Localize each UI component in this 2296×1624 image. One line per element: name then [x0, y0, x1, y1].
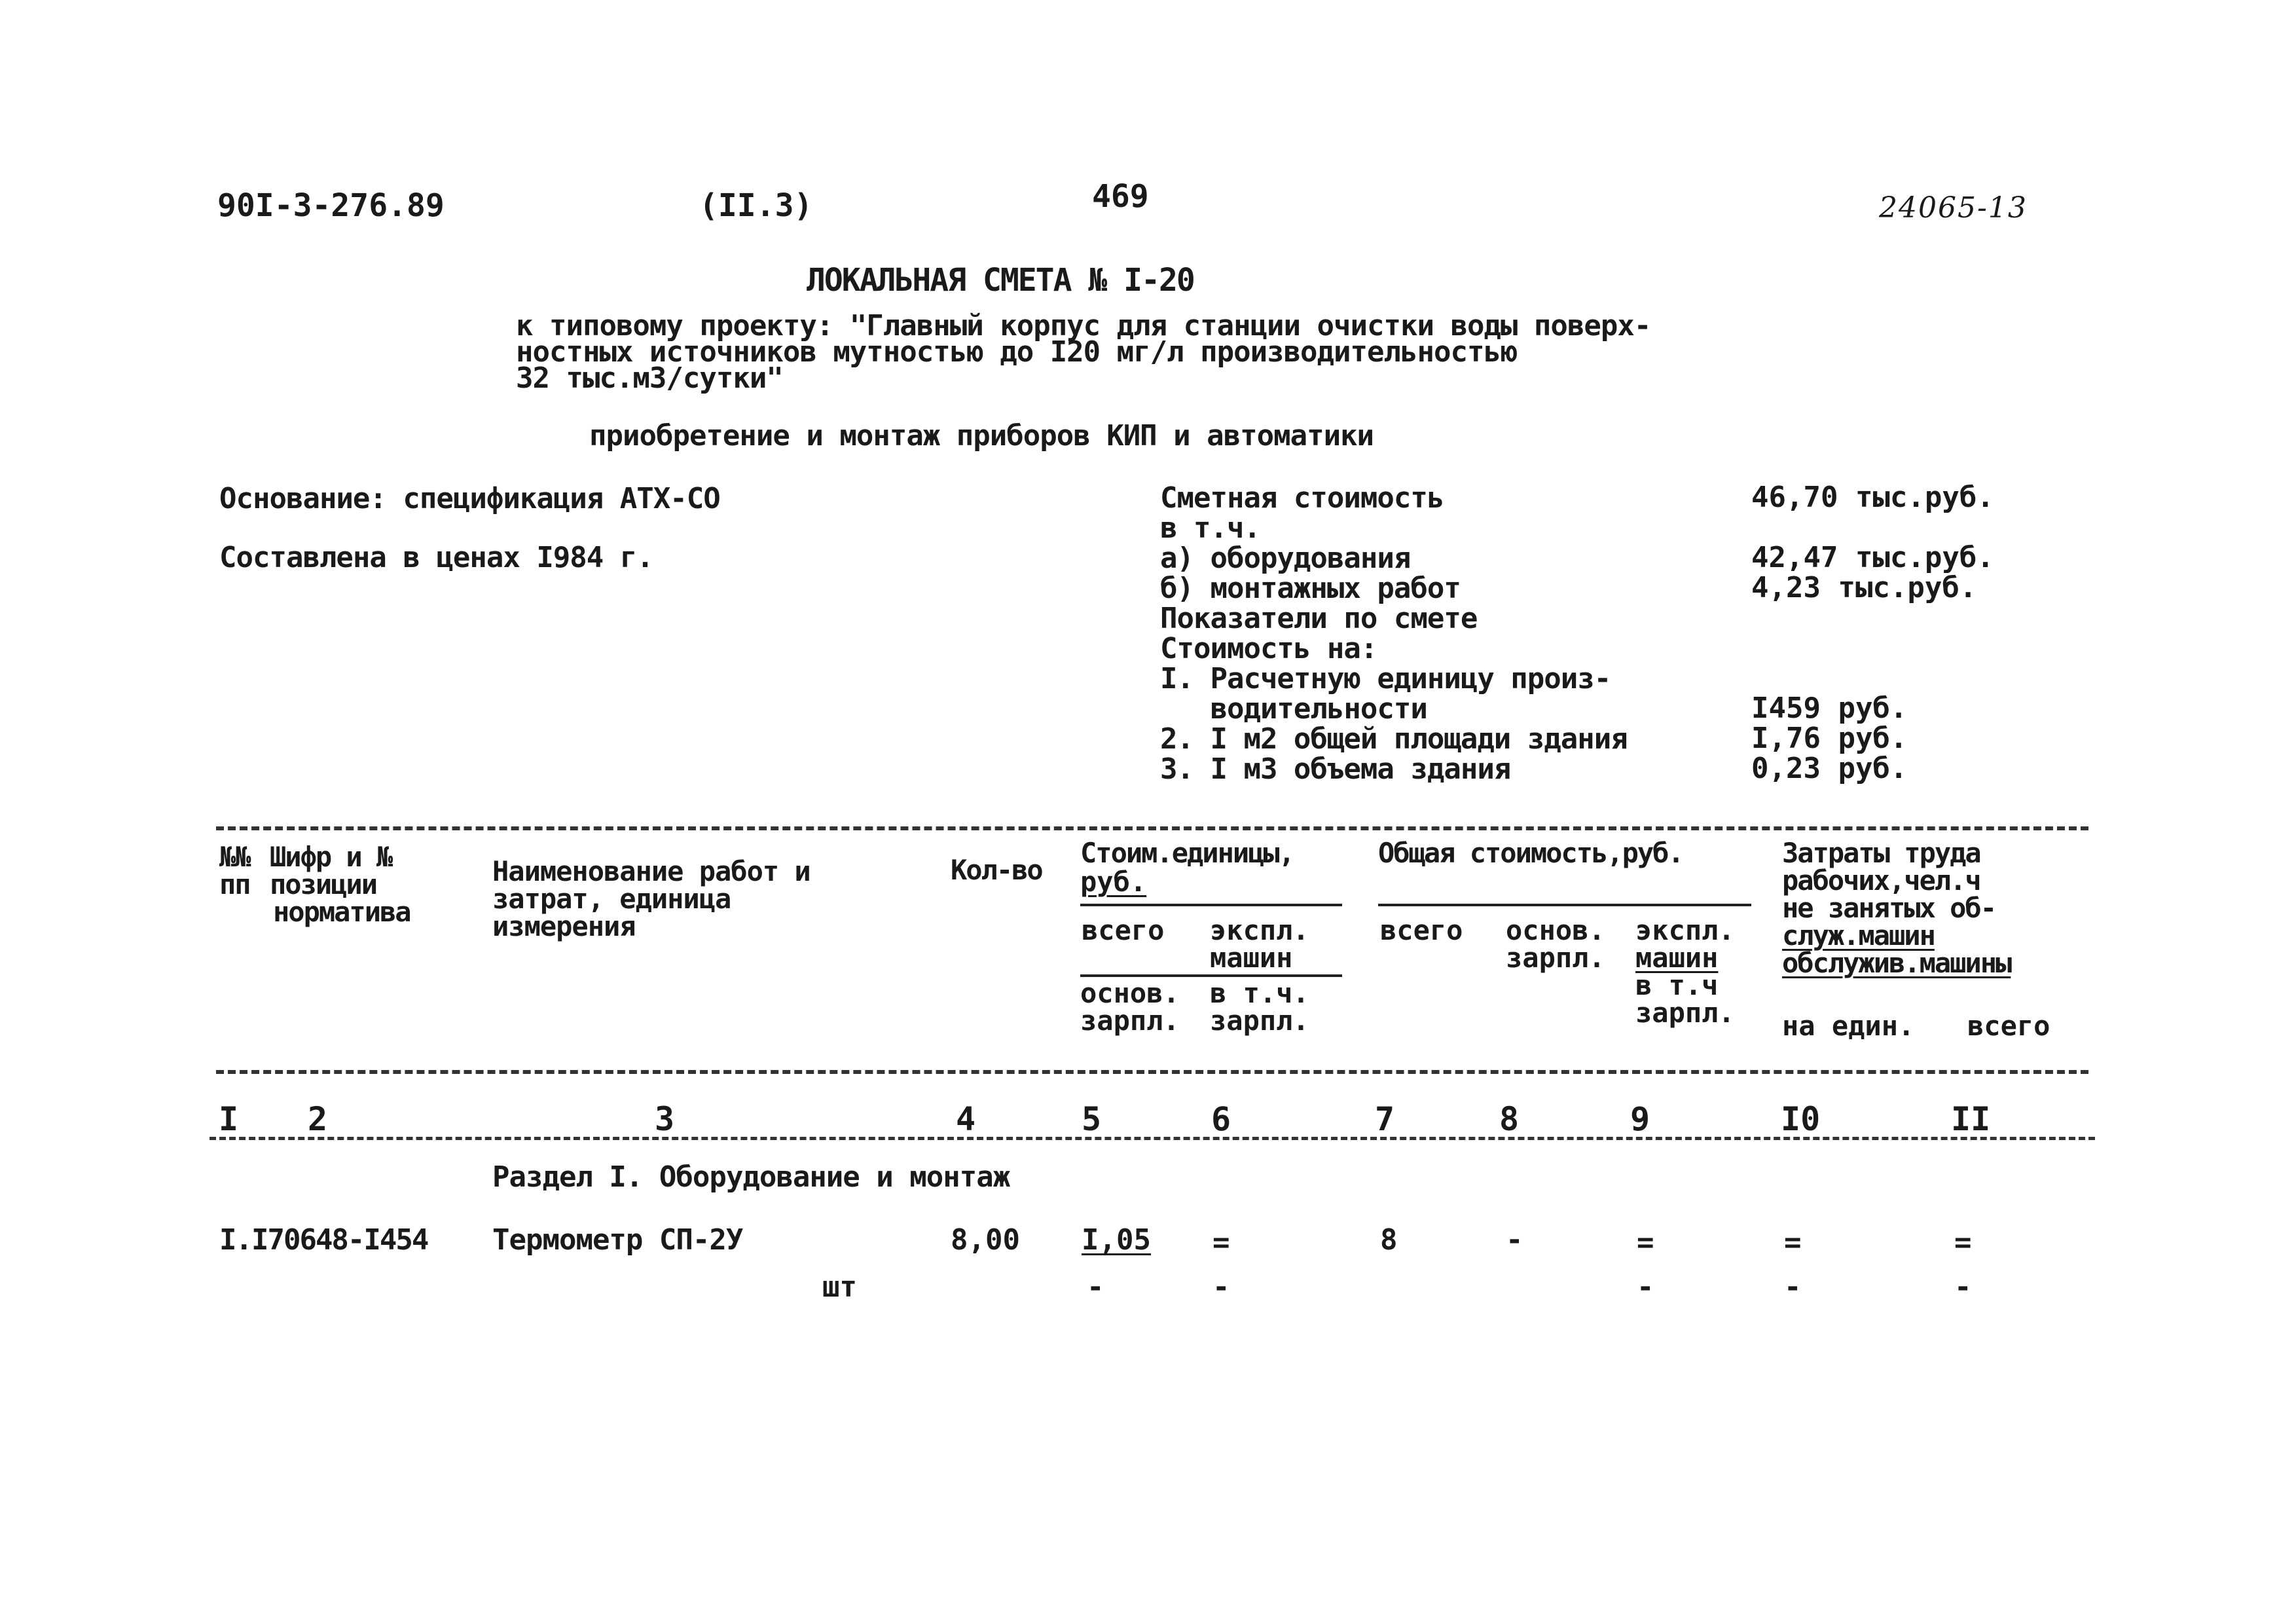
header-unit-cost-currency: руб. [1080, 866, 1147, 898]
row-labor-per-unit: = [1784, 1226, 1802, 1259]
header-text: машин [1635, 942, 1719, 974]
summary-label: 2. I м2 общей площади здания [1160, 722, 1628, 756]
summary-label: б) монтажных работ [1160, 572, 1461, 605]
header-text: не занятых об- [1782, 892, 1996, 924]
header-labor-per-unit: на един. [1782, 1010, 1915, 1042]
row-unit-exploitation: = [1212, 1226, 1230, 1259]
cost-per-unit-value: I459 руб. [1751, 692, 1908, 725]
column-number: 9 [1630, 1100, 1650, 1138]
header-text: зарпл. [1635, 997, 1735, 1029]
row-item-name: Термометр СП-2У [492, 1223, 743, 1257]
column-numbers-row [210, 1100, 2095, 1139]
row-total-exploitation: = [1637, 1226, 1654, 1259]
header-total-total: всего [1380, 914, 1463, 946]
header-text: зарпл. [1210, 1005, 1309, 1037]
header-labor-total: всего [1967, 1010, 2050, 1042]
column-numbers-underline [210, 1137, 2095, 1140]
row-unit-base-salary: - [1087, 1270, 1104, 1304]
handwritten-number: 24065-13 [1879, 191, 2028, 225]
header-text: служ.машин [1782, 919, 1935, 951]
column-number: II [1951, 1100, 1991, 1138]
row-labor-total: = [1954, 1226, 1972, 1259]
header-position-code [270, 843, 410, 926]
header-text: в т.ч. [1210, 977, 1309, 1009]
summary-label: а) оборудования [1160, 542, 1411, 575]
header-text: экспл. [1635, 914, 1735, 946]
basis-text: Основание: спецификация АТХ-СО [219, 482, 720, 515]
header-text: зарпл. [1506, 942, 1605, 974]
summary-label: 3. I м3 объема здания [1160, 752, 1511, 786]
section-title: Раздел I. Оборудование и монтаж [492, 1160, 1010, 1194]
header-text: в т.ч [1635, 969, 1719, 1001]
header-row-number [219, 843, 250, 898]
cost-per-m3-value: 0,23 руб. [1751, 752, 1908, 785]
column-number: 8 [1499, 1100, 1520, 1138]
section-number: (II.3) [699, 187, 813, 224]
header-work-name [492, 855, 811, 942]
row-unit-incl-salary: - [1212, 1270, 1230, 1304]
summary-label: Стоимость на: [1160, 632, 1377, 665]
header-text: основ. [1506, 914, 1605, 946]
header-text: Наименование работ и [492, 855, 811, 887]
header-quantity: Кол-во [951, 854, 1042, 886]
header-total-exploitation [1635, 914, 1735, 1029]
header-text: зарпл. [1080, 1005, 1180, 1037]
row-total: 8 [1380, 1223, 1398, 1257]
row-labor-per-unit-service: - [1784, 1270, 1802, 1304]
column-number: 7 [1375, 1100, 1395, 1138]
header-unit-exploitation [1210, 914, 1309, 974]
cost-summary-labels [1160, 483, 1628, 784]
row-unit: шт [822, 1270, 857, 1304]
header-text: Затраты труда [1782, 837, 1980, 869]
header-text: основ. [1080, 977, 1180, 1009]
table-header-divider [216, 1070, 2088, 1074]
header-text: №№ [219, 841, 250, 873]
estimate-subject: приобретение и монтаж приборов КИП и автоматики [589, 419, 1374, 452]
header-text: машин [1210, 942, 1293, 974]
summary-label: Показатели по смете [1160, 602, 1478, 635]
row-quantity: 8,00 [951, 1223, 1020, 1257]
column-number: I [219, 1100, 239, 1138]
row-total-exploitation-salary: - [1637, 1270, 1654, 1304]
project-description [516, 309, 1651, 395]
row-labor-total-service: - [1954, 1270, 1972, 1304]
column-number: 5 [1082, 1100, 1102, 1138]
header-unit-total: всего [1082, 914, 1165, 946]
installation-cost-value: 4,23 тыс.руб. [1751, 571, 1977, 604]
header-total-base-salary [1506, 914, 1605, 974]
table-top-divider [216, 826, 2088, 830]
header-text: измерения [492, 910, 636, 942]
column-number: 6 [1211, 1100, 1231, 1138]
column-number: 3 [655, 1100, 675, 1138]
column-number: I0 [1781, 1100, 1821, 1138]
total-cost-value: 46,70 тыс.руб. [1751, 481, 1994, 514]
unit-cost-rule [1080, 904, 1342, 906]
column-number: 4 [956, 1100, 976, 1138]
prices-year-text: Составлена в ценах I984 г. [219, 541, 653, 574]
project-line: 32 тыс.м3/сутки" [516, 361, 783, 395]
header-unit-incl-salary [1210, 977, 1309, 1037]
summary-label: I. Расчетную единицу произ- [1160, 662, 1611, 695]
project-line: ностных источников мутностью до I20 мг/л производительностью [516, 335, 1518, 369]
header-text: затрат, единица [492, 883, 731, 915]
row-position-code: I.I70648-I454 [219, 1223, 428, 1257]
summary-label: водительности [1160, 692, 1427, 726]
header-labor-group [1782, 837, 2011, 979]
page-number: 469 [1092, 178, 1149, 215]
estimate-title: ЛОКАЛЬНАЯ СМЕТА № I-20 [807, 262, 1194, 299]
row-total-base-salary: - [1506, 1223, 1523, 1257]
header-text: обслужив.машины [1782, 947, 2011, 979]
header-text: позиции [270, 868, 377, 900]
summary-label: Сметная стоимость [1160, 481, 1444, 515]
total-cost-rule [1378, 904, 1751, 906]
summary-label: в т.ч. [1160, 511, 1260, 545]
header-text: норматива [273, 896, 410, 928]
header-text: пп [219, 868, 250, 900]
header-text: Шифр и № [270, 841, 392, 873]
header-text: рабочих,чел.ч [1782, 864, 1980, 896]
header-total-cost-group: Общая стоимость,руб. [1378, 837, 1683, 869]
header-unit-cost-group: Стоим.единицы, [1080, 837, 1294, 869]
cost-per-m2-value: I,76 руб. [1751, 722, 1908, 755]
equipment-cost-value: 42,47 тыс.руб. [1751, 541, 1994, 574]
project-line: к типовому проекту: "Главный корпус для станции очистки воды поверх- [516, 309, 1651, 342]
row-unit-total: I,05 [1082, 1223, 1151, 1257]
header-text: экспл. [1210, 914, 1309, 946]
header-unit-base-salary [1080, 977, 1180, 1037]
column-number: 2 [308, 1100, 328, 1138]
document-code: 90I-3-276.89 [217, 187, 445, 224]
